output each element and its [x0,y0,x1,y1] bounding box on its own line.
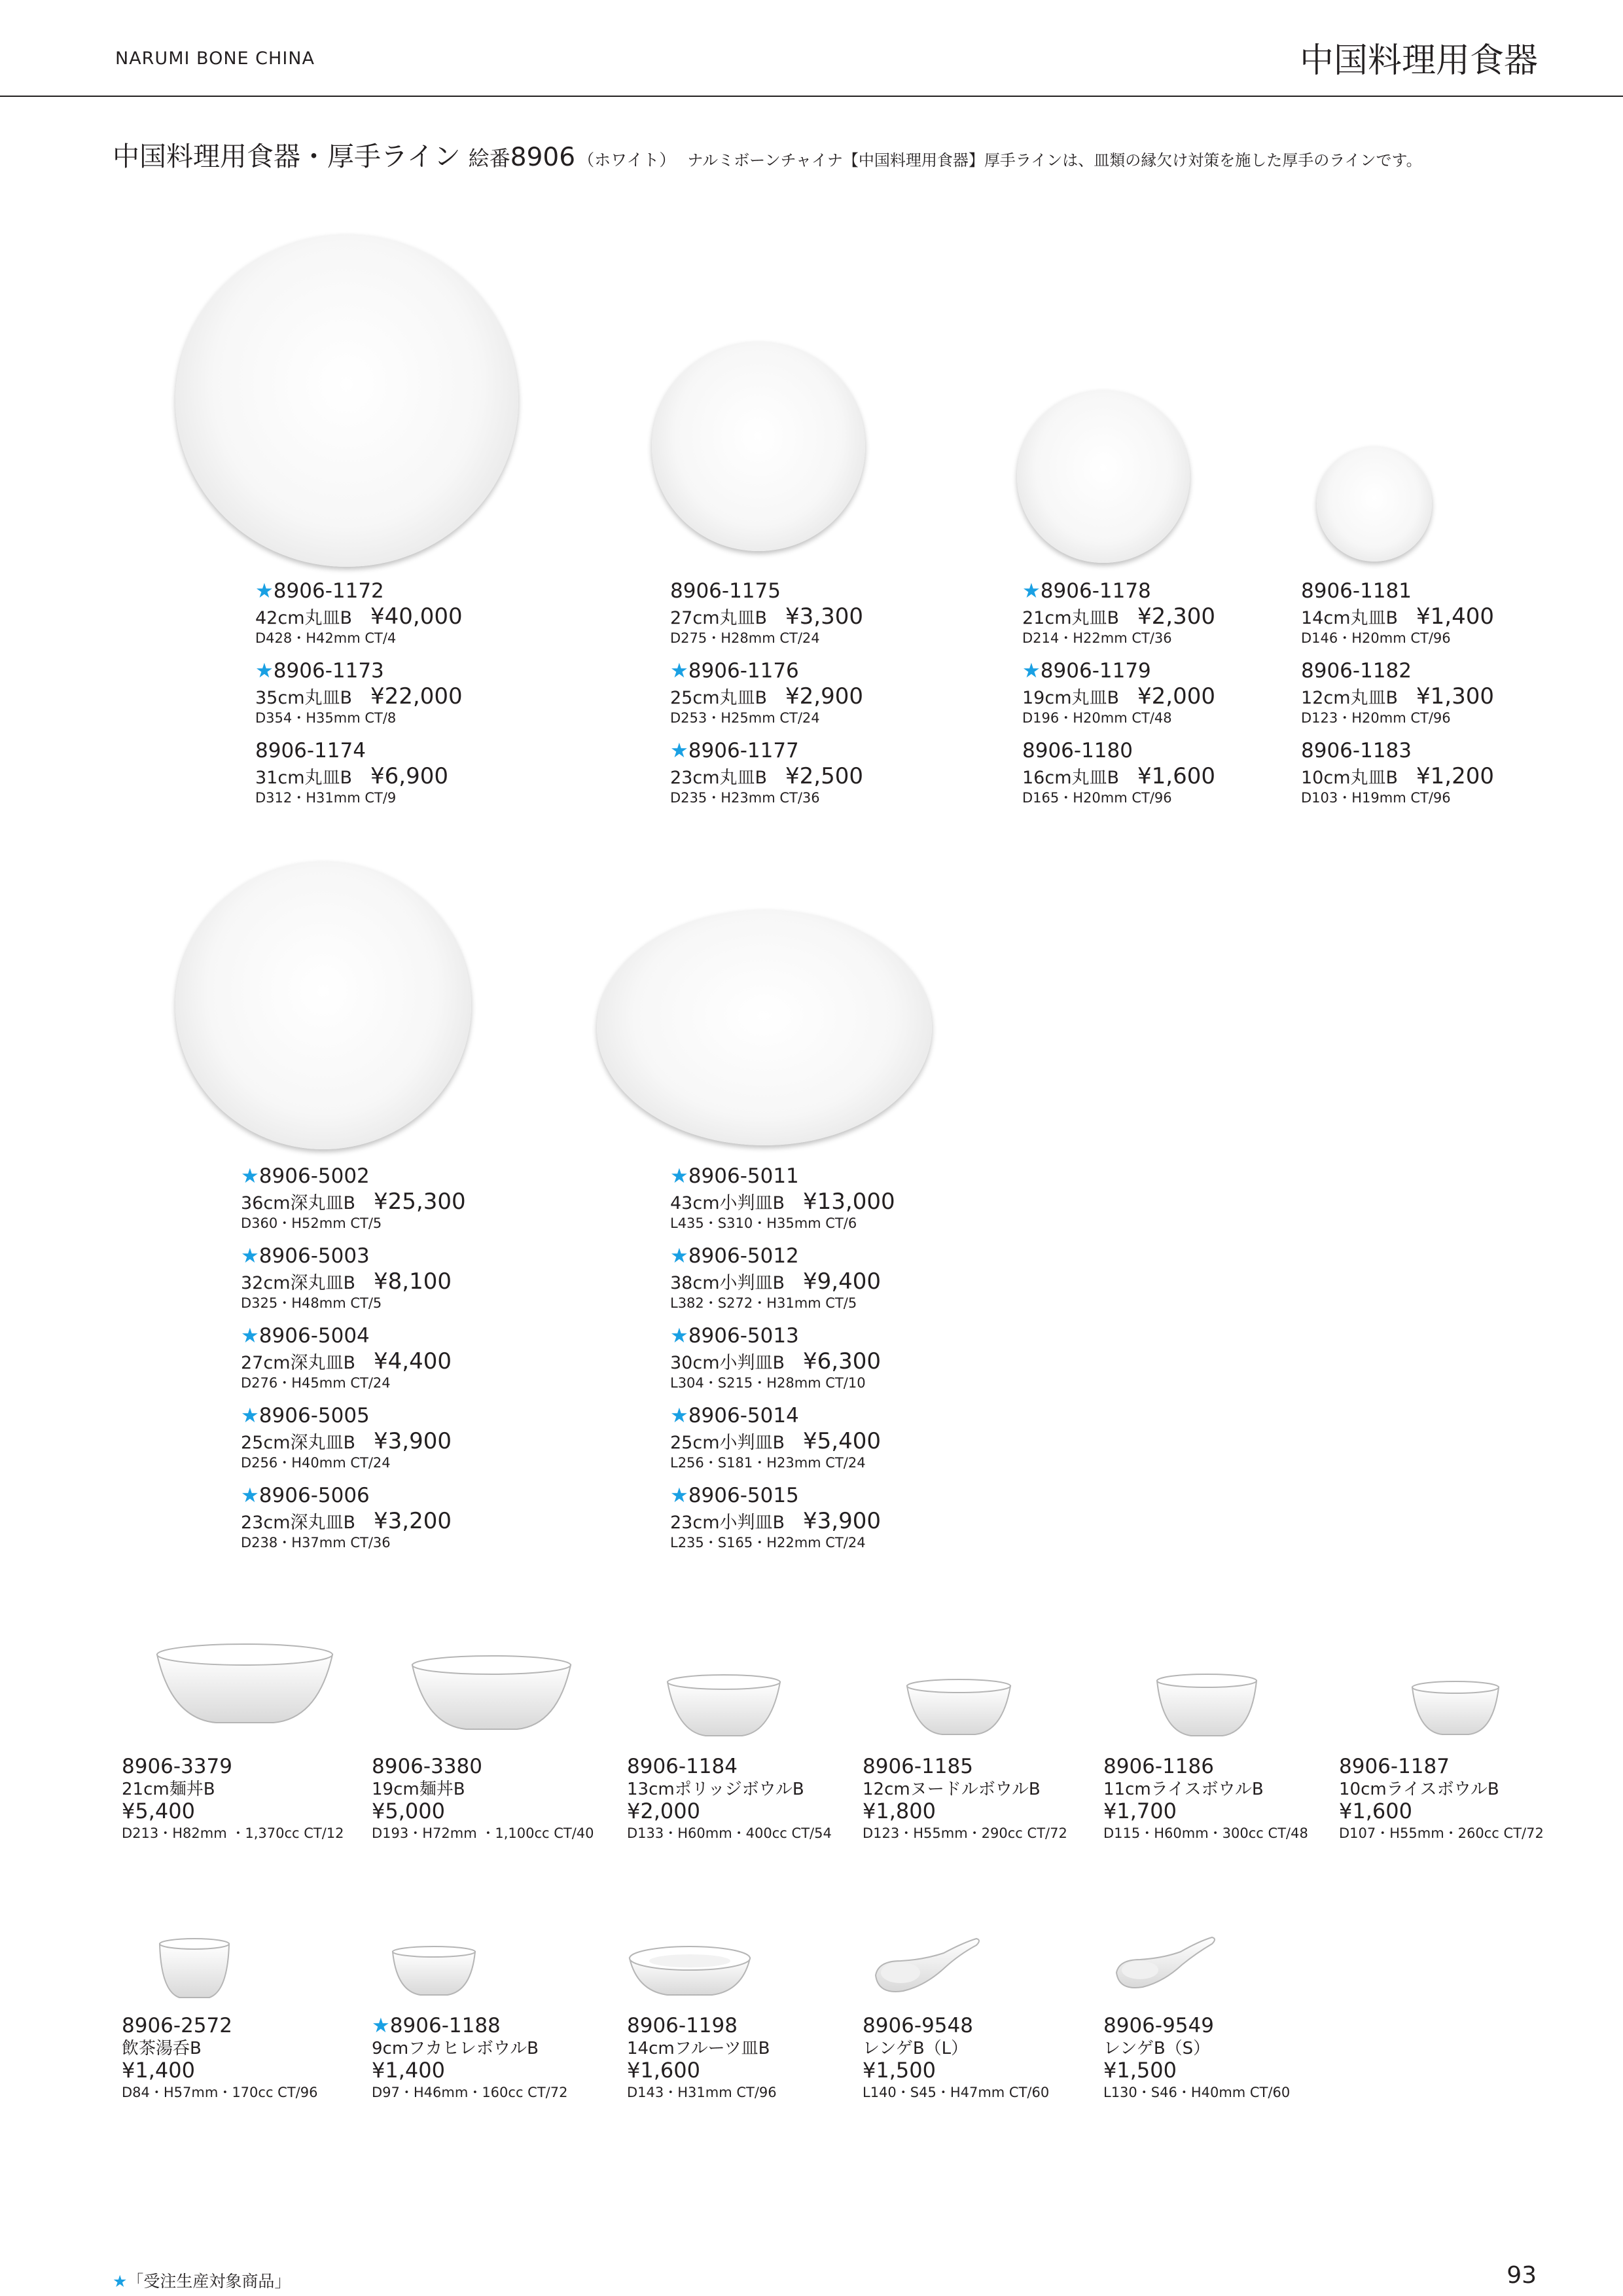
star-icon: ★ [670,739,688,762]
product-8906-5002: ★8906-5002 36cm深丸皿B ¥25,300 D360・H52mm CT/5 [241,1164,466,1231]
noodle-bowl-21cm-image [154,1641,335,1725]
star-icon: ★ [670,1404,688,1427]
product-8906-1186: 8906-1186 11cmライスボウルB ¥1,700 D115・H60mm・300cc CT/48 [1103,1755,1308,1841]
product-8906-1175: 8906-1175 27cm丸皿B ¥3,300 D275・H28mm CT/24 [670,579,863,646]
product-8906-9549: 8906-9549 レンゲB（S） ¥1,500 L130・S46・H40mm CT/60 [1103,2014,1291,2100]
tea-cup-image [157,1936,232,2001]
product-8906-5013: ★8906-5013 30cm小判皿B ¥6,300 L304・S215・H28mm CT/10 [670,1324,881,1391]
header-divider [0,96,1623,97]
shark-fin-bowl-image [390,1944,478,1998]
porridge-bowl-image [665,1673,783,1738]
star-icon: ★ [241,1404,259,1427]
oval-plate-image [597,910,932,1145]
product-8906-9548: 8906-9548 レンゲB（L） ¥1,500 L140・S45・H47mm CT/60 [863,2014,1050,2100]
series-description: ナルミボーンチャイナ【中国料理用食器】厚手ラインは、皿類の縁欠け対策を施した厚手のラインです。 [687,151,1422,170]
star-icon: ★ [670,1164,688,1188]
spoon-small-image [1113,1935,1219,1994]
plate-image-27cm [652,342,865,551]
noodle-bowl-12cm-image [904,1677,1013,1737]
product-8906-5003: ★8906-5003 32cm深丸皿B ¥8,100 D325・H48mm CT/5 [241,1244,452,1311]
footer-note [113,2269,291,2292]
star-icon: ★ [255,579,274,603]
star-icon: ★ [241,1244,259,1268]
product-8906-1185: 8906-1185 12cmヌードルボウルB ¥1,800 D123・H55mm・290cc CT/72 [863,1755,1067,1841]
product-8906-5011: ★8906-5011 43cm小判皿B ¥13,000 L435・S310・H35mm CT/6 [670,1164,895,1231]
star-icon: ★ [255,659,274,683]
product-8906-5015: ★8906-5015 23cm小判皿B ¥3,900 L235・S165・H22mm CT/24 [670,1484,881,1551]
spoon-large-image [872,1935,982,1998]
product-8906-1184: 8906-1184 13cmポリッジボウルB ¥2,000 D133・H60mm・400cc CT/54 [627,1755,832,1841]
star-icon: ★ [1022,659,1041,683]
product-8906-1180: 8906-1180 16cm丸皿B ¥1,600 D165・H20mm CT/96 [1022,739,1215,806]
product-8906-2572: 8906-2572 飲茶湯呑B ¥1,400 D84・H57mm・170cc CT/96 [122,2014,318,2100]
star-icon: ★ [670,1244,688,1268]
product-8906-1198: 8906-1198 14cmフルーツ皿B ¥1,600 D143・H31mm CT/96 [627,2014,777,2100]
brand-name: NARUMI BONE CHINA [115,48,315,69]
star-icon: ★ [241,1324,259,1348]
series-title: 中国料理用食器・厚手ライン [113,141,461,172]
star-icon: ★ [372,2014,390,2037]
pattern-color: （ホワイト） [578,151,676,170]
star-icon: ★ [670,659,688,683]
deep-plate-image [175,861,471,1149]
product-8906-1182: 8906-1182 12cm丸皿B ¥1,300 D123・H20mm CT/96 [1301,659,1494,726]
pattern-number: 8906 [510,143,576,172]
product-8906-1187: 8906-1187 10cmライスボウルB ¥1,600 D107・H55mm・260cc CT/72 [1339,1755,1544,1841]
product-8906-5006: ★8906-5006 23cm深丸皿B ¥3,200 D238・H37mm CT/36 [241,1484,452,1551]
product-8906-1188: ★8906-1188 9cmフカヒレボウルB ¥1,400 D97・H46mm・160cc CT/72 [372,2014,568,2100]
product-8906-5005: ★8906-5005 25cm深丸皿B ¥3,900 D256・H40mm CT/24 [241,1404,452,1471]
product-8906-3380: 8906-3380 19cm麺丼B ¥5,000 D193・H72mm ・1,100cc CT/40 [372,1755,594,1841]
product-8906-1173: ★8906-1173 35cm丸皿B ¥22,000 D354・H35mm CT/8 [255,659,463,726]
star-icon: ★ [241,1484,259,1507]
pattern-label: 絵番 [468,146,510,171]
noodle-bowl-19cm-image [410,1653,573,1732]
product-8906-1172: ★8906-1172 42cm丸皿B ¥40,000 D428・H42mm CT/4 [255,579,463,646]
plate-image-42cm [175,234,518,567]
product-8906-1174: 8906-1174 31cm丸皿B ¥6,900 D312・H31mm CT/9 [255,739,448,806]
star-icon: ★ [670,1324,688,1348]
rice-bowl-11cm-image [1154,1672,1259,1738]
star-icon: ★ [1022,579,1041,603]
plate-image-14cm [1317,446,1432,562]
star-icon: ★ [113,2272,128,2291]
category-title: 中国料理用食器 [1299,41,1538,81]
page-number: 93 [1507,2262,1537,2289]
star-icon: ★ [241,1164,259,1188]
plate-image-21cm [1017,390,1190,563]
star-icon: ★ [670,1484,688,1507]
product-8906-1179: ★8906-1179 19cm丸皿B ¥2,000 D196・H20mm CT/48 [1022,659,1215,726]
product-8906-5014: ★8906-5014 25cm小判皿B ¥5,400 L256・S181・H23mm CT/24 [670,1404,881,1471]
product-8906-1183: 8906-1183 10cm丸皿B ¥1,200 D103・H19mm CT/96 [1301,739,1494,806]
product-8906-1178: ★8906-1178 21cm丸皿B ¥2,300 D214・H22mm CT/36 [1022,579,1215,646]
product-8906-5004: ★8906-5004 27cm深丸皿B ¥4,400 D276・H45mm CT/24 [241,1324,452,1391]
fruit-plate-image [627,1944,753,1998]
product-8906-3379: 8906-3379 21cm麺丼B ¥5,400 D213・H82mm ・1,370cc CT/12 [122,1755,344,1841]
product-8906-5012: ★8906-5012 38cm小判皿B ¥9,400 L382・S272・H31mm CT/5 [670,1244,881,1311]
made-to-order-note: 「受注生産対象商品」 [127,2272,291,2291]
product-8906-1176: ★8906-1176 25cm丸皿B ¥2,900 D253・H25mm CT/24 [670,659,863,726]
rice-bowl-10cm-image [1410,1679,1501,1737]
product-8906-1177: ★8906-1177 23cm丸皿B ¥2,500 D235・H23mm CT/36 [670,739,863,806]
series-heading [113,135,1422,173]
product-8906-1181: 8906-1181 14cm丸皿B ¥1,400 D146・H20mm CT/96 [1301,579,1494,646]
